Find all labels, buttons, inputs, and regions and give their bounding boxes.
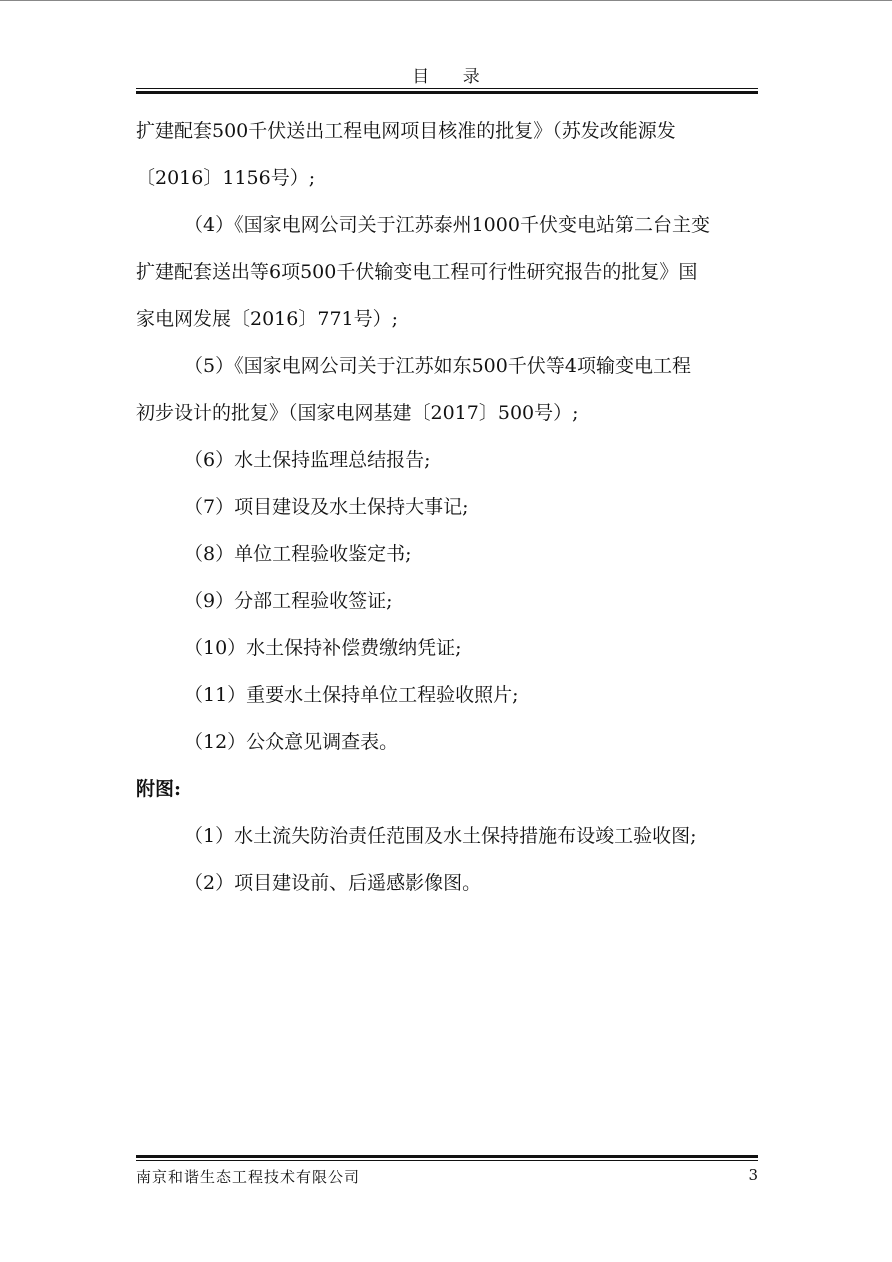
- list-item: （10）水土保持补偿费缴纳凭证;: [184, 637, 462, 659]
- list-item: （8）单位工程验收鉴定书;: [184, 543, 412, 565]
- page-top-border: [0, 0, 892, 1]
- footer-rule-thin: [136, 1160, 758, 1161]
- body-line: （4）《国家电网公司关于江苏泰州1000千伏变电站第二台主变: [184, 214, 710, 236]
- section-heading-figures: 附图:: [136, 778, 182, 800]
- header-rule-thin: [136, 88, 758, 89]
- body-line: 初步设计的批复》（国家电网基建〔2017〕500号）;: [136, 402, 579, 424]
- body-line: （5）《国家电网公司关于江苏如东500千伏等4项输变电工程: [184, 355, 691, 377]
- list-item: （2）项目建设前、后遥感影像图。: [184, 872, 482, 894]
- list-item: （6）水土保持监理总结报告;: [184, 449, 431, 471]
- body-line: 〔2016〕1156号）;: [136, 167, 316, 189]
- list-item: （11）重要水土保持单位工程验收照片;: [184, 684, 519, 706]
- footer-rule-thick: [136, 1155, 758, 1158]
- body-line: 家电网发展〔2016〕771号）;: [136, 308, 399, 330]
- list-item: （1）水土流失防治责任范围及水土保持措施布设竣工验收图;: [184, 825, 697, 847]
- body-line: 扩建配套送出等6项500千伏输变电工程可行性研究报告的批复》国: [136, 261, 698, 283]
- body-line: 扩建配套500千伏送出工程电网项目核准的批复》（苏发改能源发: [136, 120, 676, 142]
- list-item: （12）公众意见调查表。: [184, 731, 399, 753]
- header-rule-thick: [136, 91, 758, 94]
- list-item: （7）项目建设及水土保持大事记;: [184, 496, 469, 518]
- footer-company-name: 南京和谐生态工程技术有限公司: [136, 1168, 361, 1186]
- footer-page-number: 3: [748, 1166, 758, 1184]
- page-header-title: 目 录: [412, 67, 494, 87]
- list-item: （9）分部工程验收签证;: [184, 590, 393, 612]
